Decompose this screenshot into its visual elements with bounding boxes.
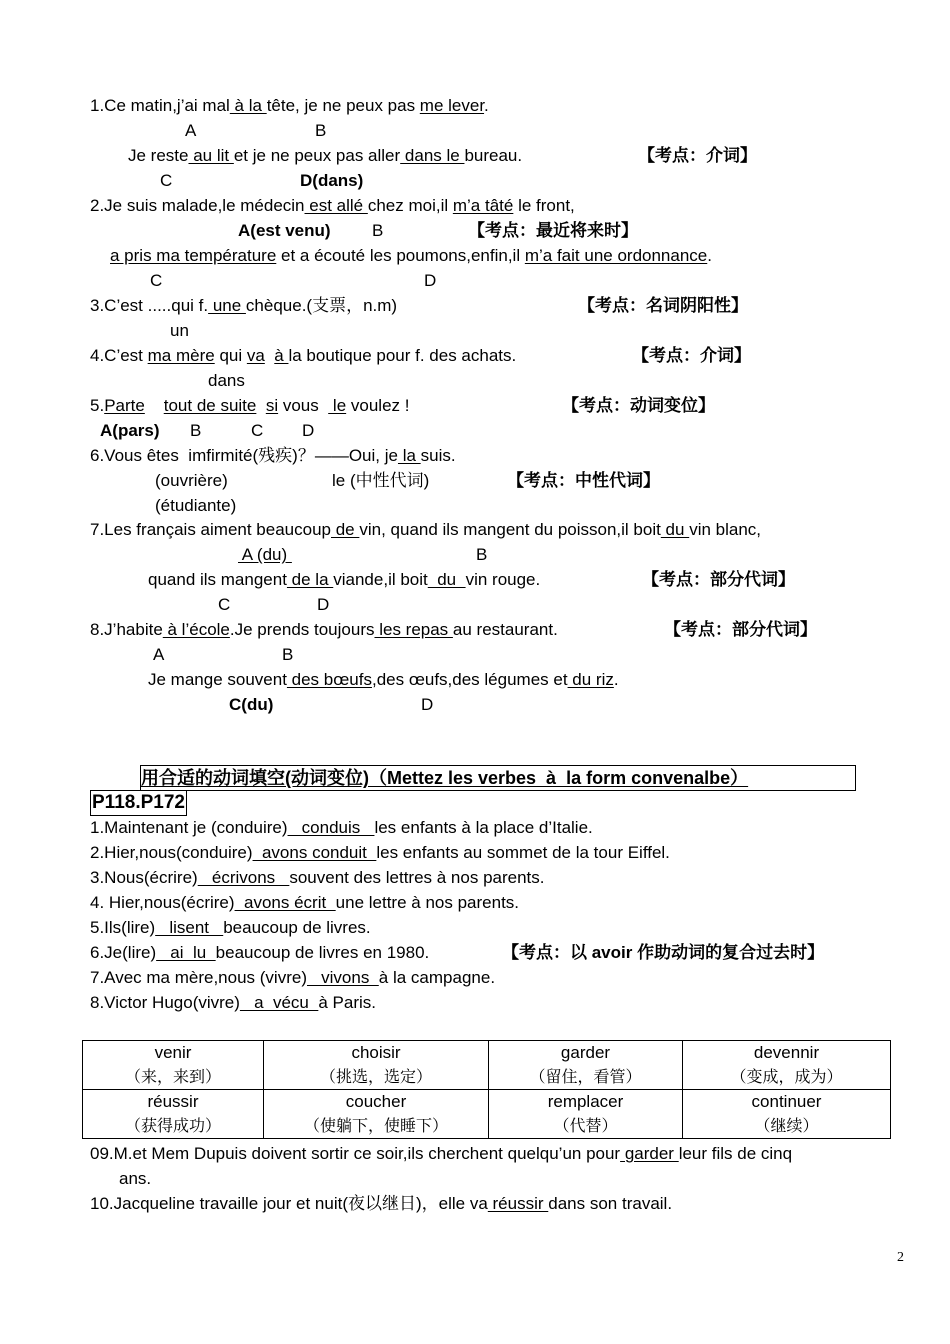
option-letter: B xyxy=(372,221,384,240)
option-letter: D xyxy=(317,595,330,614)
underlined-answer: a pris ma température xyxy=(110,246,277,265)
table-cell xyxy=(264,1090,489,1139)
option-letter: C xyxy=(160,171,173,190)
verb-fr: remplacer xyxy=(547,1092,624,1111)
underlined-answer: est allé xyxy=(304,196,368,215)
option-letter: D xyxy=(424,271,437,290)
text: voulez ! xyxy=(346,396,410,415)
underlined-answer: a vécu xyxy=(239,993,319,1012)
underlined-answer: la xyxy=(397,446,421,465)
chinese-gloss: 支票 xyxy=(312,296,347,316)
text: 3.C’est .....qui f. xyxy=(90,296,209,315)
verb-zh: （挑选，选定） xyxy=(319,1067,432,1086)
text: viande,il boit xyxy=(333,570,428,589)
underlined-answer: si xyxy=(265,396,279,415)
verb-fr: devennir xyxy=(753,1043,820,1062)
text: le front, xyxy=(513,196,575,215)
key-point-tag: 【考点：以 avoir 作助动词的复合过去时】 xyxy=(502,943,825,962)
table-row xyxy=(83,1041,891,1090)
text: vin rouge. xyxy=(465,570,541,589)
text: 1.Ce matin,j’ai mal xyxy=(90,96,230,115)
text: tête, je ne peux pas xyxy=(266,96,420,115)
underlined-answer: vivons xyxy=(306,968,379,987)
text: bureau. xyxy=(464,146,523,165)
underlined-answer: du xyxy=(660,520,690,539)
text: 1.Maintenant je (conduire) xyxy=(90,818,288,837)
text: 6.Vous êtes imfirmité( xyxy=(90,446,259,465)
chinese-gloss: 中性代词 xyxy=(355,471,424,491)
conjugation-line xyxy=(90,967,495,989)
underlined-answer: à l’école xyxy=(162,620,230,639)
table-cell xyxy=(683,1090,891,1139)
section-header xyxy=(140,765,856,791)
option-letter: A (du) xyxy=(238,545,292,564)
option-letter: D(dans) xyxy=(300,171,364,190)
text: 5.Ils(lire) xyxy=(90,918,156,937)
key-point-tag: 【考点：介词】 xyxy=(632,346,751,365)
underlined-answer: va xyxy=(246,346,265,365)
text: vin blanc, xyxy=(689,520,762,539)
q8-line2 xyxy=(148,669,619,691)
option-letter: C xyxy=(218,595,231,614)
underlined-answer: du riz xyxy=(567,670,614,689)
option-letter: B xyxy=(476,545,488,564)
table-cell xyxy=(683,1041,891,1090)
text: le ( xyxy=(332,471,356,490)
underlined-answer: conduis xyxy=(287,818,375,837)
key-point-tag: 【考点：中性代词】 xyxy=(507,471,660,490)
text: suis. xyxy=(420,446,456,465)
text: 5. xyxy=(90,396,105,415)
underlined-answer: avons écrit xyxy=(234,893,336,912)
text: )？——Oui, je xyxy=(292,446,398,465)
underlined-answer: me lever xyxy=(419,96,485,115)
text: les enfants au sommet de la tour Eiffel. xyxy=(376,843,670,862)
text: . xyxy=(484,96,489,115)
text: leur fils de cinq xyxy=(678,1144,793,1163)
text: une lettre à nos parents. xyxy=(335,893,520,912)
q6-pronoun-note xyxy=(332,470,429,492)
underlined-answer: de la xyxy=(286,570,334,589)
verb-zh: （留住，看管） xyxy=(529,1067,642,1086)
verb-fr: venir xyxy=(154,1043,192,1062)
conjugation-line xyxy=(90,992,376,1014)
text: les enfants à la place d’Italie. xyxy=(374,818,593,837)
text: .Je prends toujours xyxy=(229,620,375,639)
q7-line2 xyxy=(148,569,540,591)
q7-line1 xyxy=(90,519,761,541)
verb-table xyxy=(82,1040,891,1139)
text: 8.Victor Hugo(vivre) xyxy=(90,993,240,1012)
q10-line xyxy=(90,1193,672,1215)
chinese-gloss: 残疾 xyxy=(258,446,293,466)
text: vin, quand ils mangent du poisson,il boit xyxy=(359,520,661,539)
underlined-answer: garder xyxy=(620,1144,679,1163)
text: ) xyxy=(423,471,430,490)
underlined-answer: le xyxy=(328,396,347,415)
option-letter: A(est venu) xyxy=(238,221,331,240)
underlined-answer: lisent xyxy=(155,918,224,937)
underlined-answer: ai lu xyxy=(156,943,216,962)
underlined-answer: des bœufs xyxy=(286,670,372,689)
underlined-answer: au lit xyxy=(188,146,234,165)
table-cell xyxy=(264,1041,489,1090)
underlined-answer: ma mère xyxy=(147,346,215,365)
text: souvent des lettres à nos parents. xyxy=(289,868,545,887)
q1-line1 xyxy=(90,95,489,117)
option-letter: A(pars) xyxy=(100,421,160,440)
correction-note: un xyxy=(170,321,189,340)
text: Je reste xyxy=(128,146,189,165)
text: 8.J’habite xyxy=(90,620,163,639)
conjugation-line xyxy=(90,917,371,939)
key-point-tag: 【考点：部分代词】 xyxy=(642,570,795,589)
text: )，elle va xyxy=(415,1194,488,1213)
underlined-answer: réussir xyxy=(487,1194,549,1213)
text: 2.Hier,nous(conduire) xyxy=(90,843,253,862)
option-letter: B xyxy=(282,645,294,664)
q3-line1 xyxy=(90,295,397,317)
chinese-gloss: 夜以继日 xyxy=(347,1194,416,1214)
key-point-tag: 【考点：动词变位】 xyxy=(562,396,715,415)
text: et a écouté les poumons,enfin,il xyxy=(276,246,525,265)
option-letter: A xyxy=(185,121,197,140)
verb-zh: （来，来到） xyxy=(124,1067,221,1086)
text: à la campagne. xyxy=(378,968,496,987)
table-row xyxy=(83,1090,891,1139)
text xyxy=(265,346,274,365)
text: chèque.( xyxy=(245,296,313,315)
text: ,des œufs,des légumes et xyxy=(371,670,568,689)
underlined-answer: écrivons xyxy=(197,868,290,887)
underlined-answer: dans le xyxy=(400,146,465,165)
text: et je ne peux pas aller xyxy=(233,146,401,165)
correction-note: dans xyxy=(208,371,245,390)
text: 4. Hier,nous(écrire) xyxy=(90,893,235,912)
underlined-answer: m’a tâté xyxy=(452,196,514,215)
q6-line1 xyxy=(90,445,456,467)
key-point-tag: 【考点：部分代词】 xyxy=(664,620,817,639)
page-number: 2 xyxy=(897,1250,904,1265)
key-point-tag: 【考点：最近将来时】 xyxy=(468,221,638,240)
option-letter: C xyxy=(150,271,163,290)
underlined-answer: du xyxy=(427,570,466,589)
table-cell xyxy=(489,1041,683,1090)
text: la boutique pour f. des achats. xyxy=(288,346,517,365)
verb-fr: continuer xyxy=(751,1092,822,1111)
text xyxy=(145,396,164,415)
q2-line2 xyxy=(110,245,712,267)
underlined-answer: de xyxy=(331,520,360,539)
underlined-answer: à xyxy=(274,346,289,365)
verb-fr: réussir xyxy=(147,1092,199,1111)
text: 6.Je(lire) xyxy=(90,943,157,962)
q5-line1 xyxy=(90,395,409,417)
text: beaucoup de livres en 1980. xyxy=(215,943,430,962)
verb-zh: （获得成功） xyxy=(124,1116,221,1135)
correction-note: (étudiante) xyxy=(155,496,237,515)
verb-fr: choisir xyxy=(351,1043,401,1062)
underlined-answer: les repas xyxy=(374,620,453,639)
underlined-answer: avons conduit xyxy=(252,843,377,862)
conjugation-line xyxy=(90,942,429,964)
q9-line2: ans. xyxy=(119,1169,152,1188)
verb-zh: （使躺下，使睡下） xyxy=(303,1116,448,1135)
option-letter: C(du) xyxy=(229,695,274,714)
table-cell xyxy=(83,1041,264,1090)
conjugation-line xyxy=(90,817,593,839)
option-letter: B xyxy=(190,421,202,440)
text: ，n.m) xyxy=(346,296,398,315)
q4-line1 xyxy=(90,345,516,367)
option-letter: B xyxy=(315,121,327,140)
text: 2.Je suis malade,le médecin xyxy=(90,196,305,215)
underlined-answer: une xyxy=(208,296,246,315)
text: au restaurant. xyxy=(452,620,558,639)
text: . xyxy=(707,246,712,265)
section-header-text: 用合适的动词填空(动词变位)（Mettez les verbes à la form convenalbe） xyxy=(141,768,749,788)
page-reference: P118.P172 xyxy=(90,790,187,816)
verb-fr: coucher xyxy=(345,1092,407,1111)
text: 09.M.et Mem Dupuis doivent sortir ce soir,ils cherchent quelqu’un pour xyxy=(90,1144,621,1163)
q2-line1 xyxy=(90,195,575,217)
text: 10.Jacqueline travaille jour et nuit( xyxy=(90,1194,348,1213)
option-letter: D xyxy=(302,421,315,440)
underlined-answer: à la xyxy=(229,96,267,115)
table-cell xyxy=(83,1090,264,1139)
table-cell xyxy=(489,1090,683,1139)
q1-line2 xyxy=(128,145,522,167)
key-point-tag: 【考点：名词阴阳性】 xyxy=(578,296,748,315)
verb-zh: （代替） xyxy=(553,1116,618,1135)
text: qui xyxy=(214,346,247,365)
q9-line1 xyxy=(90,1143,792,1165)
option-letter: D xyxy=(421,695,434,714)
verb-zh: （继续） xyxy=(754,1116,819,1135)
underlined-answer: Parte xyxy=(104,396,145,415)
text: dans son travail. xyxy=(548,1194,673,1213)
option-letter: A xyxy=(153,645,165,664)
option-letter: C xyxy=(251,421,264,440)
text: vous xyxy=(278,396,329,415)
q8-line1 xyxy=(90,619,558,641)
conjugation-line xyxy=(90,842,670,864)
text: 4.C’est xyxy=(90,346,148,365)
correction-note: (ouvrière) xyxy=(155,471,228,490)
key-point-tag: 【考点：介词】 xyxy=(638,146,757,165)
conjugation-line xyxy=(90,867,545,889)
text: Je mange souvent xyxy=(148,670,287,689)
text: 7.Avec ma mère,nous (vivre) xyxy=(90,968,307,987)
text: beaucoup de livres. xyxy=(223,918,371,937)
text: à Paris. xyxy=(318,993,376,1012)
text: quand ils mangent xyxy=(148,570,287,589)
text: 3.Nous(écrire) xyxy=(90,868,198,887)
underlined-answer: m’a fait une ordonnance xyxy=(524,246,708,265)
text: . xyxy=(613,670,619,689)
underlined-answer: tout de suite xyxy=(163,396,257,415)
text: 7.Les français aiment beaucoup xyxy=(90,520,331,539)
verb-zh: （变成，成为） xyxy=(730,1067,843,1086)
text xyxy=(256,396,265,415)
conjugation-line xyxy=(90,892,519,914)
text: chez moi,il xyxy=(367,196,453,215)
verb-fr: garder xyxy=(560,1043,611,1062)
